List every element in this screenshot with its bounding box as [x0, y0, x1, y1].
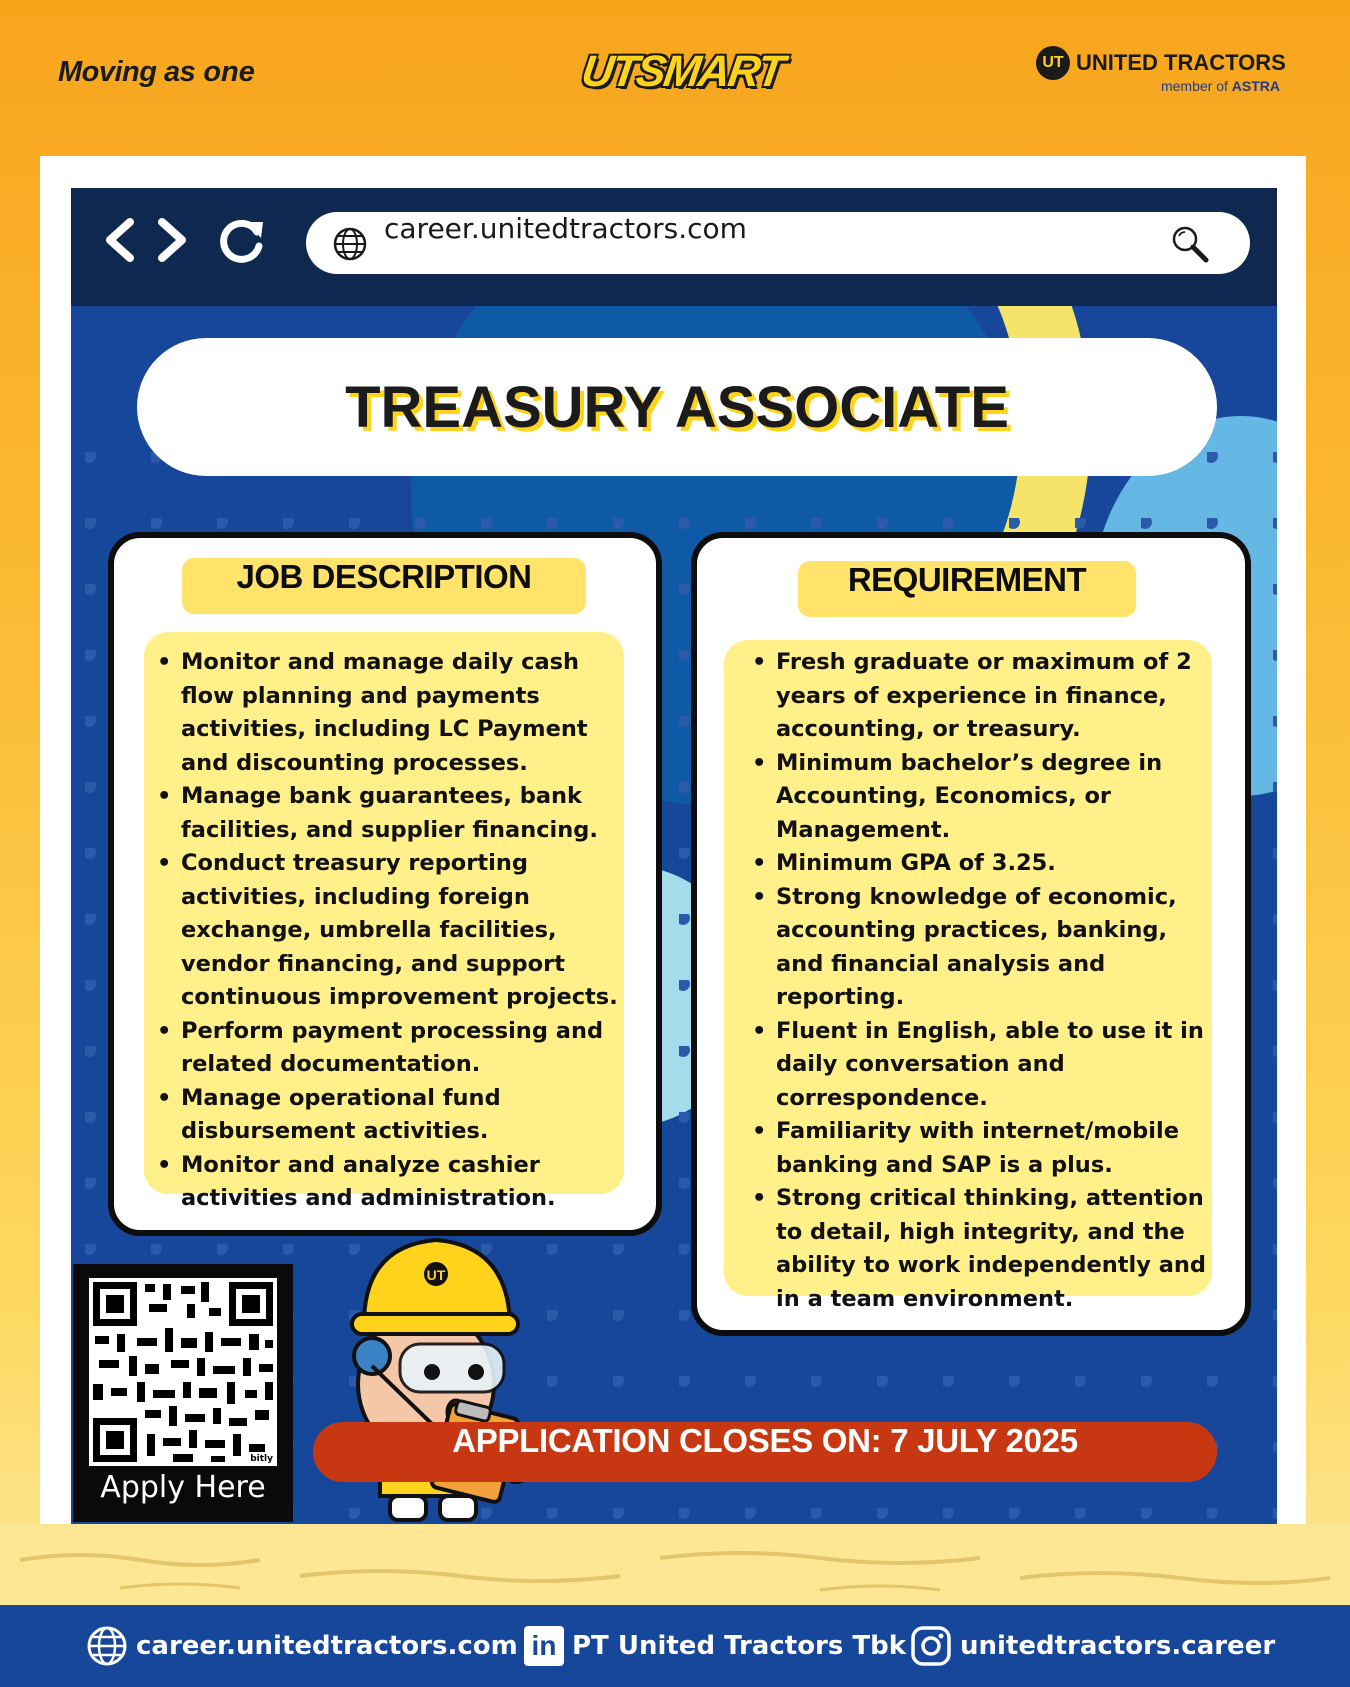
requirement-label: REQUIREMENT — [798, 561, 1136, 617]
bitly-mark: bitly — [250, 1454, 273, 1464]
chevron-left-icon[interactable] — [110, 222, 130, 258]
program-logo: UTSMART — [578, 47, 786, 96]
job-description-list — [157, 646, 627, 1216]
job-description-label: JOB DESCRIPTION — [182, 558, 586, 614]
search-icon[interactable] — [1168, 222, 1212, 266]
nav-buttons — [100, 210, 196, 270]
united-tractors-logo — [1036, 46, 1286, 96]
list-item: • Familiarity with internet/mobile banking and SAP is a plus. — [752, 1115, 1212, 1182]
globe-icon — [86, 1625, 128, 1667]
footer-website[interactable] — [86, 1625, 518, 1667]
tagline-highlight: one — [203, 55, 255, 88]
member-of-astra: member of ASTRA — [1160, 78, 1280, 94]
list-item: • Fluent in English, able to use it in daily conversation and correspondence. — [752, 1015, 1212, 1116]
requirement-list — [752, 646, 1212, 1316]
footer-instagram-text: unitedtractors.career — [960, 1631, 1276, 1661]
list-item: • Conduct treasury reporting activities, including foreign exchange, umbrella facilities, vendor financing, and support continuous improvement projects. — [157, 847, 627, 1015]
job-title-banner — [137, 338, 1217, 476]
svg-text:UT: UT — [426, 1267, 446, 1283]
list-item: • Monitor and manage daily cash flow planning and payments activities, including LC Payment and discounting processes. — [157, 646, 627, 780]
list-item: • Manage bank guarantees, bank facilities, and supplier financing. — [157, 780, 627, 847]
url-text: career.unitedtractors.com — [384, 212, 747, 245]
footer-website-text: career.unitedtractors.com — [136, 1631, 518, 1661]
globe-icon — [332, 226, 368, 262]
tagline-prefix: Moving as — [58, 55, 196, 88]
list-item: • Minimum bachelor’s degree in Accounting, Economics, or Management. — [752, 747, 1212, 848]
application-deadline: APPLICATION CLOSES ON: 7 JULY 2025 — [313, 1422, 1217, 1482]
qr-code-icon — [89, 1278, 277, 1466]
ut-logo-icon: UT — [1036, 46, 1070, 80]
list-item: • Strong knowledge of economic, accounting practices, banking, and financial analysis and reporting. — [752, 881, 1212, 1015]
footer-linkedin-text: PT United Tractors Tbk — [572, 1631, 907, 1661]
chevron-right-icon[interactable] — [162, 222, 182, 258]
list-item: • Perform payment processing and related documentation. — [157, 1015, 627, 1082]
utsmart-logo — [578, 44, 786, 100]
footer-instagram[interactable] — [910, 1625, 1275, 1667]
footer-linkedin[interactable] — [524, 1625, 906, 1667]
qr-code[interactable] — [89, 1278, 277, 1466]
list-item: • Manage operational fund disbursement activities. — [157, 1082, 627, 1149]
sand-texture — [0, 1540, 1350, 1600]
apply-here-label[interactable]: Apply Here — [100, 1470, 266, 1505]
qr-code-block[interactable] — [73, 1264, 293, 1522]
instagram-icon — [910, 1625, 952, 1667]
job-title: TREASURY ASSOCIATE — [345, 374, 1009, 440]
linkedin-icon: in — [524, 1626, 564, 1666]
company-name: UNITED TRACTORS — [1076, 50, 1286, 75]
address-bar[interactable] — [306, 212, 1250, 274]
list-item: • Strong critical thinking, attention to detail, high integrity, and the ability to work independently and in a team environment. — [752, 1182, 1212, 1316]
reload-icon[interactable] — [213, 210, 269, 270]
list-item: • Minimum GPA of 3.25. — [752, 847, 1212, 881]
list-item: • Monitor and analyze cashier activities and administration. — [157, 1149, 627, 1216]
tagline — [58, 44, 255, 100]
list-item: • Fresh graduate or maximum of 2 years of experience in finance, accounting, or treasury. — [752, 646, 1212, 747]
